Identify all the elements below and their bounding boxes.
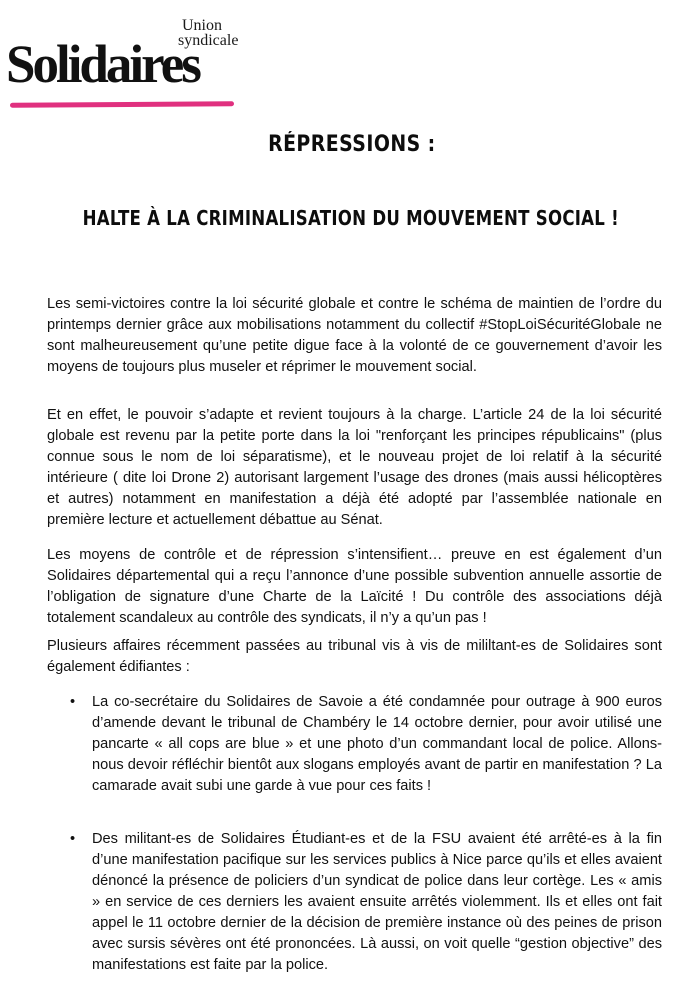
list-item-text: La co-secrétaire du Solidaires de Savoie a été condamnée pour outrage à 900 euros d’amende devant le tribunal de Chambéry le 14 octobre dernier, pour avoir utilisé une pancarte « all cops are blue » et une photo d’un commandant local de police. Allons-nous devoir réfléchir bientôt aux slogans employés avant de partir en manifestation ? La camarade avait subi une garde à vue pour ces faits ! [92,694,662,794]
paragraph-laws: Et en effet, le pouvoir s’adapte et revient toujours à la charge. L’article 24 de la loi sécurité globale est revenu par la petite porte dans la loi "renforçant les principes républicains" (plus connue sous le nom de loi séparatisme), et le nouveau projet de loi relatif à la sécurité intérieure ( dite loi Drone 2) autorisant largement l’usage des drones (mais aussi hélicoptères et autres) notamment en manifestation a déjà été adopté par l’assemblée nationale en première lecture et actuellement débattue au Sénat. [47,407,662,528]
bullet-icon: • [70,694,76,710]
logo-underline-stroke [10,101,234,108]
logo-wordmark: Solidaires [6,34,199,95]
paragraph-control: Les moyens de contrôle et de répression s’intensifient… preuve en est également d’un Solidaires départemental qui a reçu l’annonce d’une possible subvention annuelle assortie de l’obligation de signature d’une Charte de la Laïcité ! Du contrôle des associations déjà totalement scandaleux au contrôle des syndicats, il n’y a qu’un pas ! [47,547,662,626]
list-item-text: Des militant-es de Solidaires Étudiant-es et de la FSU avaient été arrêté-es à la fin d’une manifestation pacifique sur les services publics à Nice parce qu’ils et elles avaient dénoncé la présence de policiers d’un syndicat de police dans leur cortège. Les « amis » en service de ces derniers les avaient ensuite arrêtés violemment. Ils et elles ont fait appel le 11 octobre dernier de la décision de première instance où des peines de prison avec sursis sévères ont été prononcées. Là aussi, on voit quelle “gestion objective” des manifestations est faite par la police. [92,831,662,973]
list-item [70,692,662,797]
paragraph-intro: Les semi-victoires contre la loi sécurité globale et contre le schéma de maintien de l’ordre du printemps dernier grâce aux mobilisations notamment du collectif #StopLoiSécuritéGlobale ne sont malheureusement qu’une petite digue face à la volonté de ce gouvernement d’avoir les moyens de toujours plus museler et réprimer le mouvement social. [47,296,662,375]
page-subtitle: HALTE À LA CRIMINALISATION DU MOUVEMENT SOCIAL ! [82,206,619,230]
logo-line-union: Union [182,17,222,34]
list-item [70,829,662,976]
paragraph-cases-intro: Plusieurs affaires récemment passées au tribunal vis à vis de mililtant-es de Solidaires sont également édifiantes : [47,638,662,675]
logo-line-syndicale: syndicale [178,32,239,49]
page-title: RÉPRESSIONS : [268,132,436,157]
bullet-icon: • [70,831,76,847]
solidaires-logo [6,14,239,100]
